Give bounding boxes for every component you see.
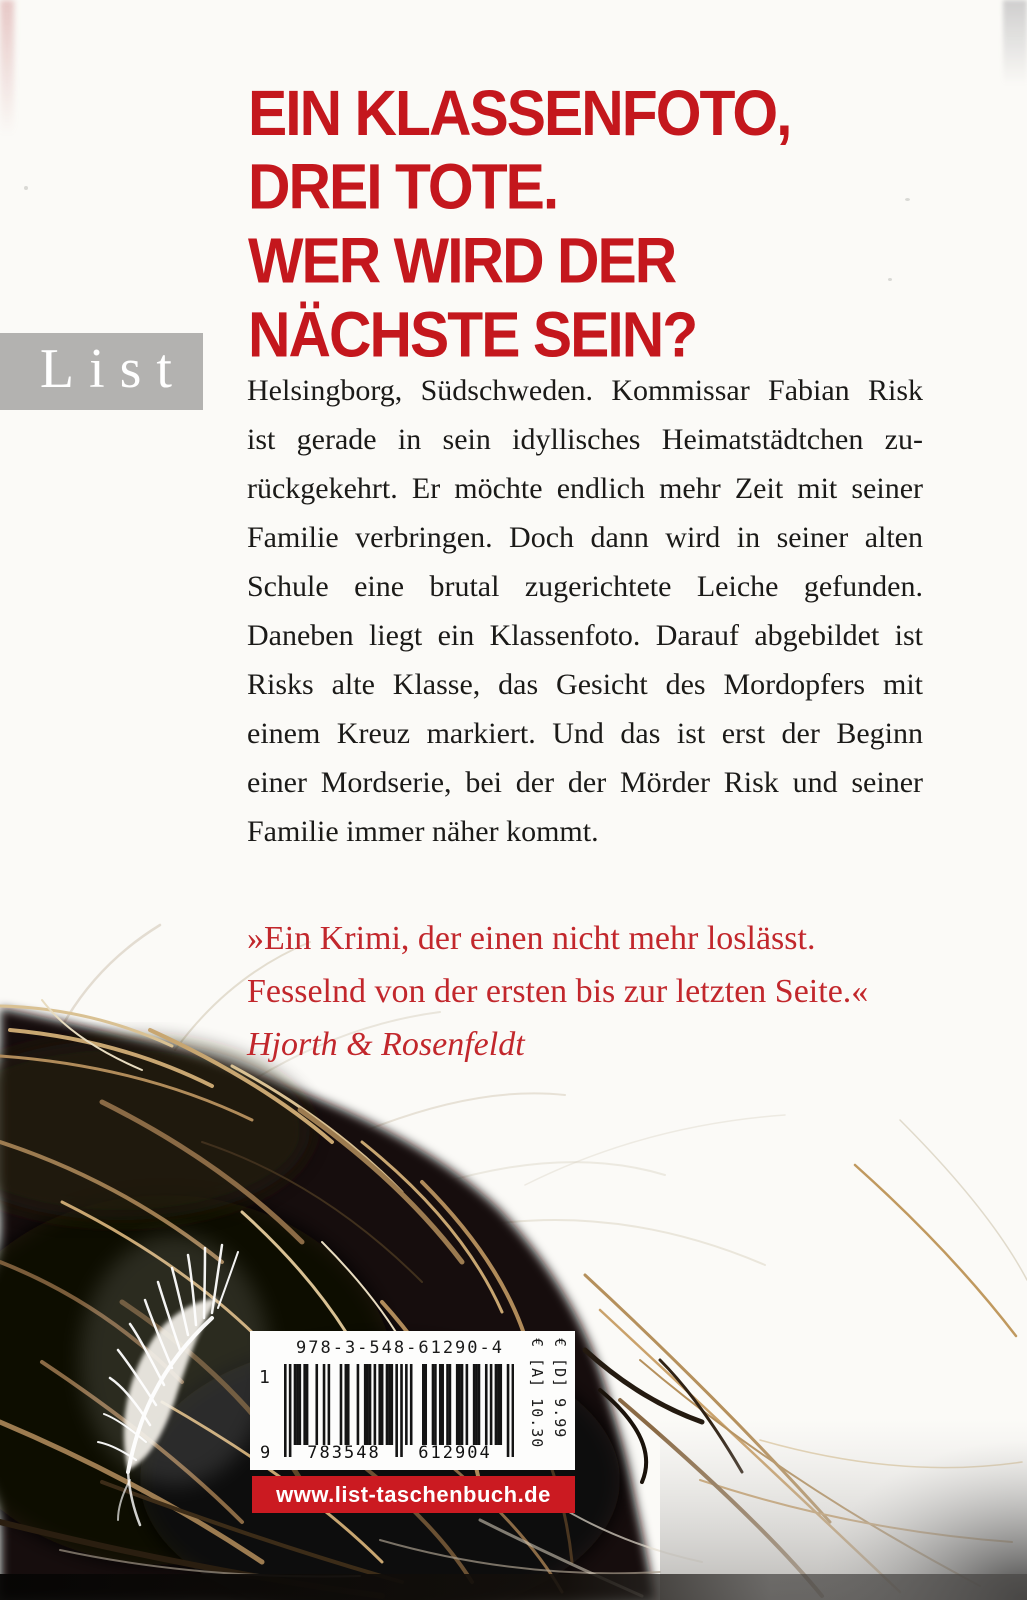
ean-first-digit: 9 (260, 1443, 273, 1463)
synopsis-line: Familie immer näher kommt. (247, 815, 599, 848)
review-quote (247, 912, 947, 1071)
synopsis-line: einem Kreuz markiert. Und das ist erst der Beginn (247, 717, 923, 750)
synopsis-line: Helsingborg, Südschweden. Kommissar Fabian Risk (247, 374, 923, 407)
quote-line: »Ein Krimi, der einen nicht mehr loslässt. (247, 920, 816, 957)
headline (248, 76, 791, 371)
synopsis-line: Familie verbringen. Doch dann wird in seiner alten (247, 521, 923, 554)
price-germany: € [D] 9.99 (551, 1338, 569, 1439)
synopsis-line: ist gerade in sein idyllisches Heimatstädtchen zu- (247, 423, 923, 456)
headline-line: NÄCHSTE SEIN? (248, 298, 697, 371)
headline-line: EIN KLASSENFOTO, (248, 77, 791, 149)
website-banner (252, 1476, 575, 1513)
price-block (525, 1338, 572, 1464)
synopsis-line: Daneben liegt ein Klassenfoto. Darauf abgebildet ist (247, 619, 923, 652)
headline-line: WER WIRD DER (248, 224, 676, 297)
dust-speck (888, 278, 892, 281)
dust-speck (905, 198, 910, 201)
price-austria: € [A] 10.30 (528, 1338, 546, 1449)
isbn-text: 978-3-548-61290-4 (296, 1338, 504, 1358)
publisher-logo (0, 333, 203, 410)
synopsis-line: Risks alte Klasse, das Gesicht des Mordopfers mit (247, 668, 923, 701)
quote-line: Fesselnd von der ersten bis zur letzten Seite.« (247, 973, 869, 1010)
barcode-side-digit: 1 (259, 1367, 270, 1388)
scan-smudge-right (1003, 0, 1027, 85)
bottom-shadow (0, 1574, 1027, 1600)
ean-digits-right: 612904 (418, 1443, 492, 1463)
website-url: www.list-taschenbuch.de (276, 1481, 551, 1507)
synopsis-line: rückgekehrt. Er möchte endlich mehr Zeit mit seiner (247, 472, 923, 505)
synopsis-line: einer Mordserie, bei der der Mörder Risk und seiner (247, 766, 923, 799)
synopsis-line: Schule eine brutal zugerichtete Leiche gefunden. (247, 570, 923, 603)
quote-attribution: Hjorth & Rosenfeldt (247, 1026, 525, 1063)
dust-speck (24, 186, 28, 190)
scan-smudge-left (0, 0, 14, 135)
publisher-logo-label: List (39, 337, 187, 400)
ean-digits-left: 783548 (307, 1443, 381, 1463)
headline-line: DREI TOTE. (248, 150, 558, 223)
synopsis-text (247, 366, 923, 856)
barcode-panel (250, 1331, 575, 1470)
